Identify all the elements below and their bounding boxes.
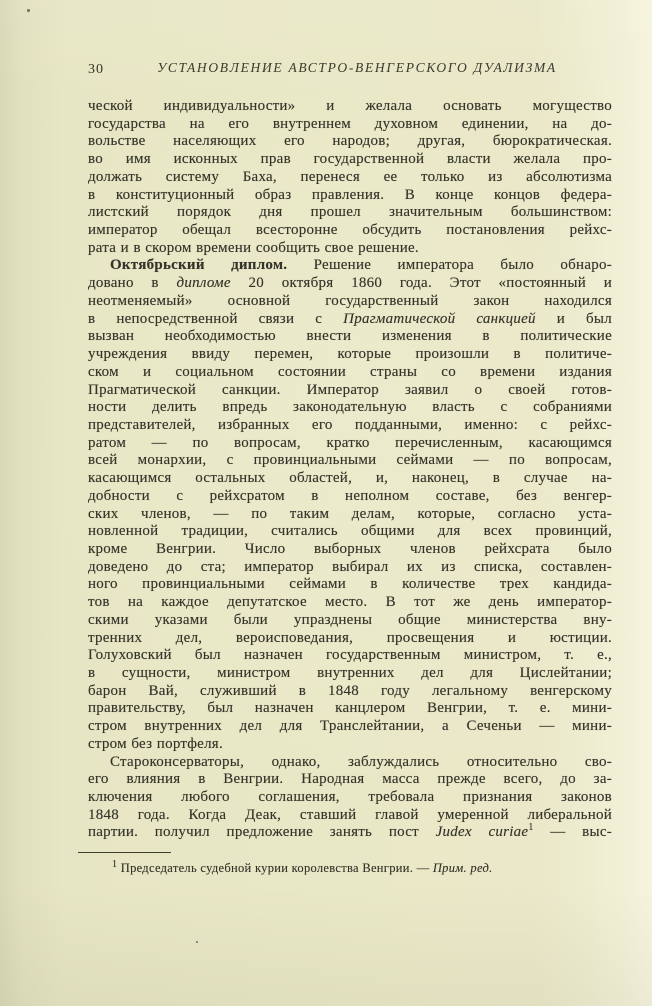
text-run: ратом — по вопросам, кратко перечисленным, касающимся bbox=[88, 434, 612, 451]
text-run: Прим. ред. bbox=[432, 861, 493, 875]
body-text bbox=[88, 98, 612, 842]
text-line bbox=[88, 559, 612, 577]
text-line bbox=[88, 417, 612, 435]
text-run: в сущности, министром внутренних дел для Цислейтании; bbox=[88, 665, 612, 681]
text-run: Решение императора было обнаро- bbox=[287, 257, 612, 274]
text-line bbox=[88, 257, 612, 275]
text-run: партии. получил предложение занять пост bbox=[88, 824, 436, 841]
text-line bbox=[88, 311, 612, 329]
text-run: и был bbox=[535, 310, 612, 327]
text-line bbox=[88, 346, 612, 364]
text-run: 20 октября 1860 года. Этот «постоянный и bbox=[230, 275, 612, 292]
text-run: доведено до ста; император выбирал их из списка, составлен- bbox=[88, 558, 612, 575]
text-line bbox=[88, 452, 612, 470]
text-line bbox=[88, 116, 612, 134]
text-run: рата и в скором времени сообщить свое решение. bbox=[88, 239, 419, 256]
text-run: кроме Венгрии. Число выборных членов рейхсрата было bbox=[88, 540, 612, 557]
text-run: в конституционный образ правления. В конце концов федера- bbox=[88, 186, 612, 203]
text-run: во имя исконных прав государственной власти желала про- bbox=[88, 151, 612, 168]
text-line bbox=[88, 594, 612, 612]
text-run: представителей, избранных его подданными, именно: с рейхс- bbox=[88, 416, 612, 433]
text-line bbox=[88, 275, 612, 293]
text-line bbox=[88, 169, 612, 187]
text-run: всей монархии, с провинциальными сеймами — по вопросам, bbox=[88, 452, 612, 469]
text-run: государства на его внутреннем духовном единении, на до- bbox=[88, 115, 612, 132]
paragraph bbox=[88, 754, 612, 843]
text-run: учреждения ввиду перемен, которые произошли в политиче- bbox=[88, 346, 612, 363]
text-run: ческой индивидуальности» и желала основать могущество bbox=[88, 98, 612, 114]
text-line bbox=[88, 399, 612, 417]
footnote bbox=[88, 858, 612, 876]
text-line bbox=[88, 754, 612, 772]
text-line bbox=[88, 541, 612, 559]
text-line bbox=[88, 470, 612, 488]
text-line bbox=[88, 435, 612, 453]
text-line bbox=[88, 488, 612, 506]
text-run: правительству, был назначен канцлером Венгрии, т. е. мини- bbox=[88, 700, 612, 717]
text-line bbox=[88, 187, 612, 205]
text-run: Judex curiae bbox=[435, 824, 529, 841]
text-run: вольстве населяющих его народов; другая, бюрократическая. bbox=[88, 133, 612, 150]
text-run: ских членов, — по таким делам, которые, согласно уста- bbox=[88, 505, 612, 522]
text-run: Прагматической санкции. Император заявил о своей готов- bbox=[88, 381, 612, 398]
text-run: дипломе bbox=[176, 275, 231, 292]
text-line bbox=[88, 736, 612, 754]
running-title: УСТАНОВЛЕНИЕ АВСТРО-ВЕНГЕРСКОГО ДУАЛИЗМА bbox=[157, 60, 557, 75]
page-number: 30 bbox=[88, 62, 104, 77]
text-run: стром без портфеля. bbox=[88, 735, 223, 752]
text-run: довано в bbox=[88, 275, 177, 292]
text-run: 1 bbox=[112, 858, 118, 870]
text-line bbox=[88, 151, 612, 169]
text-run: вызван необходимостью внести изменения в политические bbox=[88, 328, 612, 345]
text-run: ного провинциальными сеймами в количестве трех кандида- bbox=[88, 576, 612, 593]
text-line bbox=[88, 328, 612, 346]
text-run: добности с рейхсратом в неполном составе, без венгер- bbox=[88, 487, 612, 504]
text-run: касающимся остальных областей, и, наконец, в случае на- bbox=[88, 470, 612, 487]
text-run: тов на каждое депутатское место. В тот же день император- bbox=[88, 594, 612, 611]
text-line bbox=[88, 382, 612, 400]
text-run: 1 bbox=[528, 822, 534, 834]
text-line bbox=[88, 133, 612, 151]
text-line bbox=[88, 789, 612, 807]
text-line bbox=[88, 683, 612, 701]
text-run: стром внутренних дел для Транслейтании, а Сеченьи — мини- bbox=[88, 718, 612, 735]
text-line bbox=[88, 222, 612, 240]
text-line bbox=[88, 523, 612, 541]
text-run: ности делить впредь законодательную власть с собраниями bbox=[88, 399, 612, 416]
text-line bbox=[88, 506, 612, 524]
text-run: листский порядок дня прошел значительным большинством: bbox=[88, 204, 612, 221]
text-line bbox=[88, 612, 612, 630]
page-header bbox=[88, 60, 612, 80]
text-run: скими указами были упразднены общие министерства вну- bbox=[88, 611, 612, 628]
paragraph bbox=[88, 257, 612, 753]
text-line bbox=[88, 718, 612, 736]
text-line bbox=[88, 647, 612, 665]
text-run: барон Вай, служивший в 1848 году легальному венгерскому bbox=[88, 682, 612, 699]
text-run: ключения любого соглашения, требовала признания законов bbox=[88, 789, 612, 806]
text-run: должать систему Баха, перенеся ее только из абсолютизма bbox=[88, 168, 612, 185]
paper-speck bbox=[27, 9, 30, 12]
text-run: — выс- bbox=[533, 824, 612, 841]
text-line bbox=[88, 98, 612, 116]
text-run: неотменяемый» основной государственный закон находился bbox=[88, 292, 612, 309]
footnote-rule bbox=[78, 852, 171, 853]
text-line bbox=[88, 293, 612, 311]
text-line bbox=[88, 630, 612, 648]
text-run: ском и социальном состоянии страны со времени издания bbox=[88, 363, 612, 380]
text-line bbox=[88, 204, 612, 222]
text-line bbox=[88, 576, 612, 594]
text-line bbox=[88, 665, 612, 683]
text-run: в непосредственной связи с bbox=[88, 310, 344, 327]
text-run: новленной традиции, считались общими для всех провинций, bbox=[88, 523, 612, 540]
text-line bbox=[88, 824, 612, 842]
text-run: Староконсерваторы, однако, заблуждались относительно сво- bbox=[110, 753, 612, 770]
text-run: Председатель судебной курии королевства Венгрии. — bbox=[117, 861, 433, 875]
text-run: его влияния в Венгрии. Народная масса прежде всего, до за- bbox=[88, 771, 612, 788]
text-run: тренних дел, вероисповедания, просвещения и юстиции. bbox=[88, 629, 612, 646]
text-line bbox=[88, 771, 612, 789]
text-line bbox=[88, 364, 612, 382]
text-run: Прагматической санкцией bbox=[343, 310, 536, 327]
paper-speck bbox=[196, 941, 198, 943]
text-run: Голуховский был назначен государственным министром, т. е., bbox=[88, 647, 612, 664]
text-line bbox=[88, 240, 612, 258]
text-line bbox=[88, 700, 612, 718]
text-run: император обещал всесторонне обсудить постановления рейхс- bbox=[88, 222, 612, 239]
text-run: 1848 года. Когда Деак, ставший главой умеренной либеральной bbox=[88, 806, 612, 823]
paragraph bbox=[88, 98, 612, 257]
text-run: Октябрьский диплом. bbox=[110, 257, 288, 274]
